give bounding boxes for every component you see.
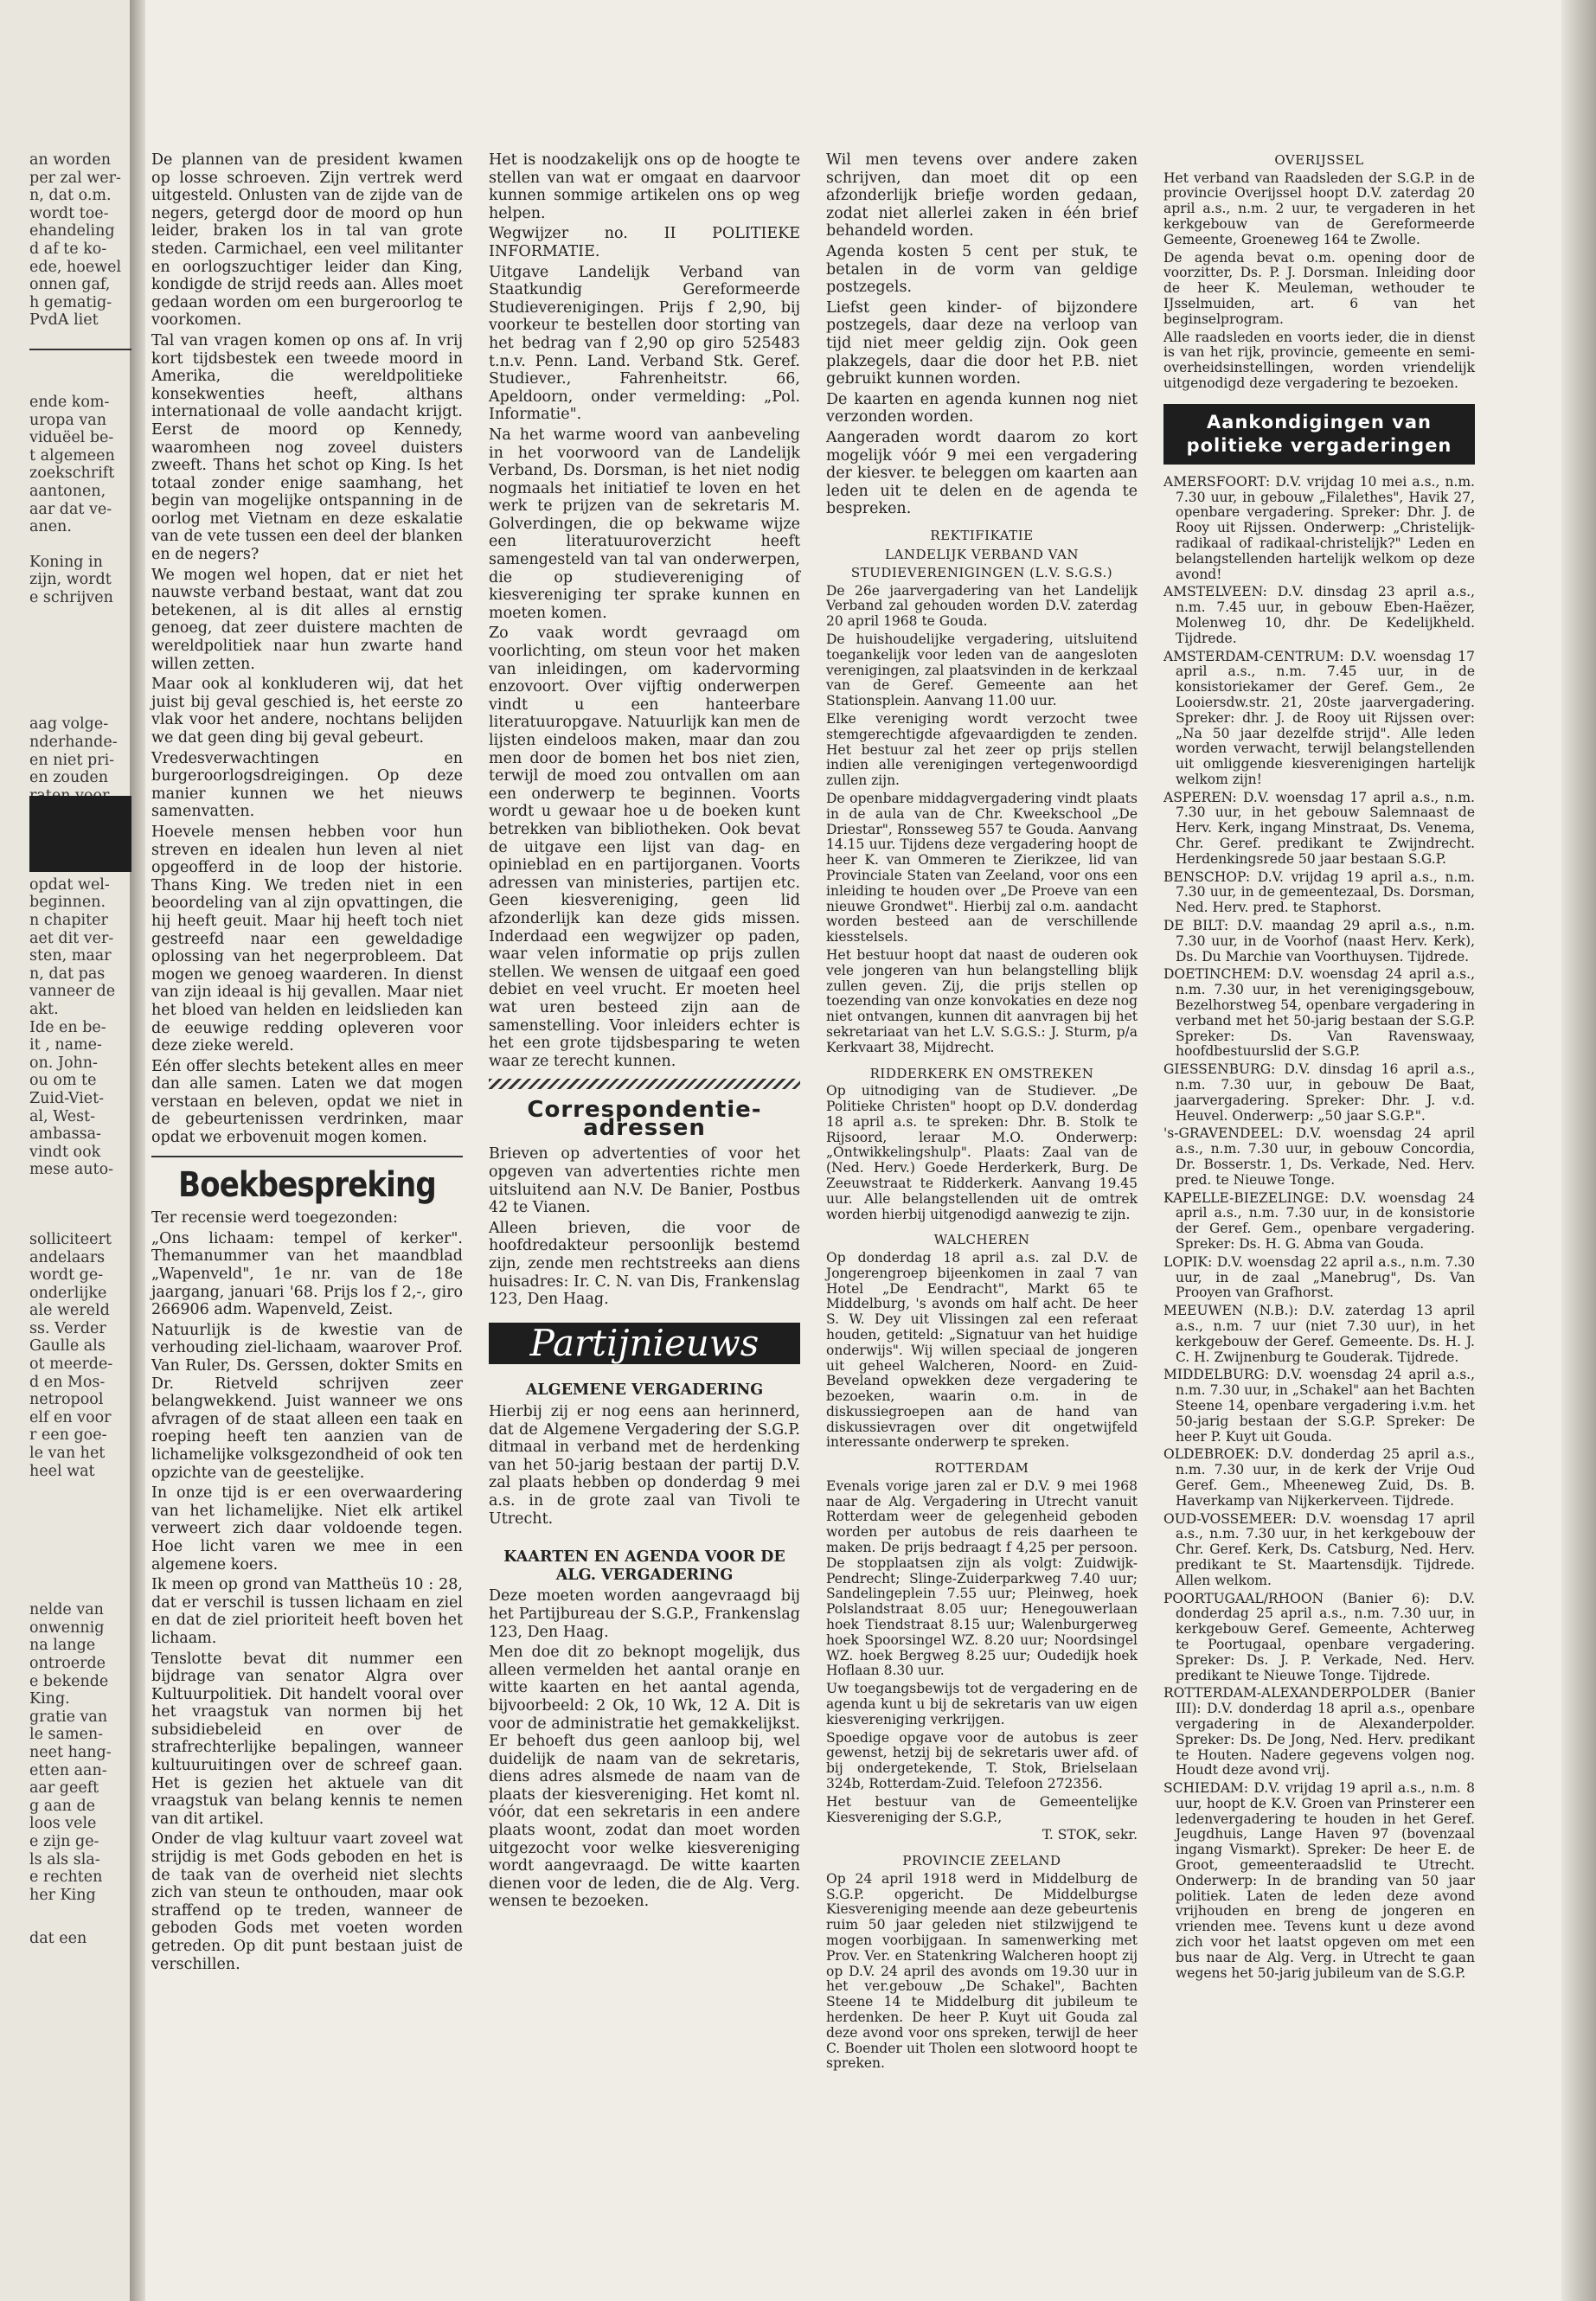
paragraph: Wil men tevens over andere zaken schrijven, dan moet dit op een afzonderlijk briefje worden gedaan, zodat niet allerlei zaken in één brief behandeld worden.: [826, 151, 1138, 240]
paragraph: De openbare middagvergadering vindt plaats in de aula van de Chr. Kweekschool „De Driestar", Ronsseweg 557 te Gouda. Aanvang 14.15 uur. Tijdens deze vergadering hoopt de heer K. van Ommeren te Zierikzee, lid van Provinciale Staten van Zeeland, voor ons een inleiding te houden over „De Proeve van een nieuwe Grondwet". Hierbij zal o.m. aandacht worden besteed aan de verschillende kiesstelsels.: [826, 791, 1138, 945]
fragment-line: mese auto-: [29, 1161, 114, 1179]
rektifikatie-heading: REKTIFIKATIE: [930, 527, 1034, 543]
walcheren-text: Op donderdag 18 april a.s. zal D.V. de Jongerengroep bijeenkomen in zaal 7 van Hotel „De Eendracht", Markt 65 te Middelburg, 's avonds om half acht. De heer S. W. Dey uit Vlissingen zal een referaat houden, getiteld: „Signatuur van het huidige onderwijs". Wij willen speciaal de jongeren uit geheel Walcheren, Noord- en Zuid-Beveland opwekken deze vergadering te bezoeken, waarin o.m. in de diskussiegroepen aan de hand van diskussievragen over dit ongetwijfeld interessante onderwerp te spreken.: [826, 1249, 1138, 1451]
fragment-line: andelaars: [29, 1248, 106, 1266]
zeeland-text: Op 24 april 1918 werd in Middelburg de S.G.P. opgericht. De Middelburgse Kiesvereniging meende aan deze gebeurtenis ruim 50 jaar geleden niet stilzwijgend te mogen voorbijgaan. In samenwerking met Prov. Ver. en Statenkring Walcheren hoopt zij op D.V. 24 april des avonds om 19.30 uur in het ver.gebouw „De Schakel", Bachten Steene 14 te Middelburg dit jubileum te herdenken. De heer P. Kuyt uit Gouda zal deze avond voor ons spreken, terwijl de heer C. Boender uit Tholen een slotwoord hoopt te spreken.: [826, 1870, 1138, 2072]
fragment-line: ende kom-: [29, 393, 110, 411]
fragment-line: aar dat ve-: [29, 500, 112, 518]
fragment-line: zijn, wordt: [29, 571, 112, 589]
paragraph: Deze moeten worden aangevraagd bij het Partijbureau der S.G.P., Frankenslag 123, Den Haag.: [489, 1587, 800, 1641]
fragment-line: PvdA liet: [29, 311, 99, 330]
meeting-entry: LOPIK: D.V. woensdag 22 april a.s., n.m. 7.30 uur, in de zaal „Manebrug", Ds. Van Prooyen van Grafhorst.: [1163, 1253, 1475, 1301]
paragraph: Het bestuur hoopt dat naast de ouderen ook vele jongeren van hun belangstelling blijk zullen geven. Zij, die prijs stellen op toezending van onze konvokaties en deze nog niet ontvangen, kunnen dit aanvragen bij het sekretariaat van het L.V. S.G.S.: J. Sturm, p/a Kerkvaart 38, Mijdrecht.: [826, 946, 1138, 1055]
fragment-line: ontroerde: [29, 1655, 106, 1672]
article-continuation: [151, 151, 463, 1147]
rotterdam-signature: T. STOK, sekr.: [1042, 1827, 1138, 1843]
fragment-line: en zouden: [29, 769, 109, 787]
paragraph: Het bestuur van de Gemeentelijke Kiesvereniging der S.G.P.,: [826, 1793, 1138, 1825]
fragment-top: [29, 151, 131, 330]
fragment-line: wordt ge-: [29, 1266, 104, 1285]
paragraph: De 26e jaarvergadering van het Landelijk Verband zal gehouden worden D.V. zaterdag 20 april 1968 te Gouda.: [826, 582, 1138, 630]
fragment-line: aantonen,: [29, 482, 106, 500]
meeting-entry: KAPELLE-BIEZELINGE: D.V. woensdag 24 april a.s., n.m. 7.30 uur, in de konsistorie der Geref. Gem., openbare vergadering. Spreker: Ds. H. G. Abma van Gouda.: [1163, 1189, 1475, 1252]
zeeland-heading: PROVINCIE ZEELAND: [902, 1853, 1061, 1869]
fragment-line: ot meerde-: [29, 1356, 113, 1374]
paragraph: Tenslotte bevat dit nummer een bijdrage van senator Algra over Kultuurpolitiek. Dit handelt vooral over het vraagstuk van normen bij het subsidiebeleid en over de strafrechterlijke bepalingen, wanneer kultuuruitingen over de schreef gaan. Het is gezien het aktuele van dit vraagstuk van belang kennis te nemen van dit artikel.: [151, 1650, 463, 1828]
wavy-divider: [489, 1079, 800, 1089]
meeting-entry: MEEUWEN (N.B.): D.V. zaterdag 13 april a.s., n.m. 7 uur (niet 7.30 uur), in het kerkgebouw der Geref. Gemeente. Ds. H. J. C. H. Zwijnenburg te Gouderak. Tijdrede.: [1163, 1303, 1475, 1365]
fragment-end: [29, 1930, 131, 1948]
banner-line-2: politieke vergaderingen: [1186, 434, 1452, 456]
paragraph: Onder de vlag kultuur vaart zoveel wat strijdig is met Gods geboden en het is de taak van de overheid niet slechts zich van steun te onthouden, maar ook straffend op te treden, wanneer de geboden Gods met voeten worden getreden. Op dit punt bestaan juist de verschillen.: [151, 1830, 463, 1973]
fragment-line: e rechten: [29, 1868, 103, 1887]
divider: [151, 1156, 463, 1157]
meeting-entry: POORTUGAAL/RHOON (Banier 6): D.V. donderdag 25 april a.s., n.m. 7.30 uur, in kerkgebouw Geref. Gemeente, Achterweg te Poortugaal, openbare vergadering. Spreker: Ds. J. P. Verkade, Ned. Herv. predikant te Nieuwe Tonge. Tijdrede.: [1163, 1590, 1475, 1683]
fragment-line: ambassa-: [29, 1125, 101, 1144]
paragraph: Eén offer slechts betekent alles en meer dan alle samen. Laten we dat mogen verstaan en beleven, opdat we niet in de gebeurtenissen verdrinken, maar opdat we erbovenuit mogen komen.: [151, 1057, 463, 1147]
fragment-line: e zijn ge-: [29, 1832, 99, 1850]
fragment-line: beginnen.: [29, 894, 106, 912]
paragraph: Vredesverwachtingen en burgeroorlogsdreigingen. Op deze manier kunnen we het nieuws samenvatten.: [151, 749, 463, 821]
meeting-entry: GIESSENBURG: D.V. dinsdag 16 april a.s., n.m. 7.30 uur, in gebouw De Baat, jaarvergadering. Spreker: Dhr. J. v.d. Heuvel. Onderwerp: „50 jaar S.G.P.".: [1163, 1061, 1475, 1124]
fragment-line: ou om te: [29, 1072, 97, 1090]
fragment-line: it , name-: [29, 1036, 102, 1054]
paragraph: Alleen brieven, die voor de hoofdredakteur persoonlijk bestemd zijn, zende men rechtstreeks aan diens huisadres: Ir. C. N. van Dis, Frankenslag 123, Den Haag.: [489, 1219, 800, 1309]
meeting-entry: BENSCHOP: D.V. vrijdag 19 april a.s., n.m. 7.30 uur, in de gemeentezaal, Ds. Dorsman, Ned. Herv. pred. te Staphorst.: [1163, 868, 1475, 916]
paragraph: Liefst geen kinder- of bijzondere postzegels, daar deze na verloop van tijd niet meer geldig zijn. Ook geen plakzegels, daar die door het P.B. niet gebruikt kunnen worden.: [826, 298, 1138, 388]
fragment-line: ss. Verder: [29, 1319, 106, 1337]
meeting-entry: AMSTELVEEN: D.V. dinsdag 23 april a.s., n.m. 7.45 uur, in gebouw Eben-Haëzer, Molenweg 10, dhr. De Kedelijkheld. Tijdrede.: [1163, 584, 1475, 646]
ridderkerk-heading: RIDDERKERK EN OMSTREKEN: [869, 1065, 1094, 1081]
fragment-line: Koning in: [29, 553, 103, 571]
paragraph: De agenda bevat o.m. opening door de voorzitter, Ds. P. J. Dorsman. Inleiding door de heer K. Meuleman, wethouder te IJsselmuiden, art. 6 van het beginselprogram.: [1163, 249, 1475, 327]
fragment-line: e bekende: [29, 1672, 109, 1690]
paragraph: Maar ook al konkluderen wij, dat het juist bij geval geschied is, het eerste zo vlak voor het andere, nochtans belijden we dat geen ding bij geval gebeurt.: [151, 676, 463, 747]
fragment-line: netropool: [29, 1391, 104, 1409]
meeting-entry: 's-GRAVENDEEL: D.V. woensdag 24 april a.s., n.m. 7.30 uur, in gebouw Concordia, Dr. Bosserstr. 1, Ds. Verkade, Ned. Herv. pred. te Nieuwe Tonge.: [1163, 1125, 1475, 1188]
fragment-line: na lange: [29, 1637, 96, 1655]
fragment-line: etten aan-: [29, 1761, 107, 1779]
fragment-bottom: [29, 1601, 131, 1904]
fragment-mid2: [29, 554, 131, 607]
lvsv-heading: LANDELIJK VERBAND VAN STUDIEVERENIGINGEN (L.V. S.G.S.): [850, 547, 1113, 581]
paragraph: Hoevele mensen hebben voor hun streven en idealen hun leven al niet opgeofferd in de loop der historie. Thans King. We treden niet in een beoordeling van al zijn opvattingen, die hij heeft geuit. Maar hij heeft toch niet gestreefd naar een geweldadige oplossing van het negerprobleem. Dat mogen we genoeg waarderen. In dienst van zijn ideaal is hij gevallen. Maar niet het bloed van helden en leidslieden kan de eeuwige redding opleveren voor deze zieke wereld.: [151, 823, 463, 1055]
fragment-line: n, dat pas: [29, 965, 106, 983]
fragment-line: d en Mos-: [29, 1373, 106, 1391]
fragment-line: g aan de: [29, 1797, 96, 1815]
meeting-entry: ASPEREN: D.V. woensdag 17 april a.s., n.m. 7.30 uur, in het gebouw Salemnaast de Herv. Kerk, ingang Minstraat, Ds. Venema, Chr. Geref. predikant te Zwijndrecht. Herdenkingsrede 50 jaar bestaan S.G.P.: [1163, 789, 1475, 867]
paragraph: Ter recensie werd toegezonden:: [151, 1209, 398, 1227]
fragment-line: anen.: [29, 518, 72, 536]
fragment-line: onnen gaf,: [29, 276, 111, 294]
meeting-entry: DOETINCHEM: D.V. woensdag 24 april a.s., n.m. 7.30 uur, in het verenigingsgebouw, Bezelhorstweg 54, openbare vergadering in verband met het 50-jarig bestaan der S.G.P. Spreker: Ds. Van Ravenswaay, hoofdbestuurslid der S.G.P.: [1163, 966, 1475, 1060]
fragment-lower2: [29, 1231, 131, 1480]
paragraph: Brieven op advertenties of voor het opgeven van advertenties richte men uitsluitend aan N.V. De Banier, Postbus 42 te Vianen.: [489, 1145, 800, 1217]
fragment-line: viduëel be-: [29, 429, 114, 447]
fragment-line: onderlijke: [29, 1284, 107, 1302]
paragraph: Tal van vragen komen op ons af. In vrij kort tijdsbestek een tweede moord in Amerika, die wereldpolitieke konsekwenties heeft, althans internationaal de volle aandacht krijgt. Eerst de moord op Kennedy, waaromheen nog zoveel duisters zweeft. Thans het schot op King. Is het totaal zonder enige saamhang, het begin van mogelijke ontspanning in de oorlog met Vietnam en deze eskalatie van de vete tussen een deel der blanken en de negers?: [151, 331, 463, 564]
kaarten-heading: KAARTEN EN AGENDA VOOR DE ALG. VERGADERING: [503, 1548, 785, 1584]
alg-vergadering-text: Hierbij zij er nog eens aan herinnerd, dat de Algemene Vergadering der S.G.P. ditmaal in verband met de herdenking van het 50-jarig bestaan der partij D.V. zal plaats hebben op donderdag 9 mei a.s. in de grote zaal van Tivoli te Utrecht.: [489, 1403, 800, 1528]
lvsv-body: [826, 584, 1138, 1056]
fragment-line: heel wat: [29, 1462, 95, 1480]
partijnieuws-heading: Partijnieuws: [489, 1323, 800, 1365]
fragment-line: opdat wel-: [29, 875, 110, 894]
fragment-line: nelde van: [29, 1601, 104, 1619]
fragment-line: vanneer de: [29, 983, 116, 1001]
paragraph: Evenals vorige jaren zal er D.V. 9 mei 1968 naar de Alg. Vergadering in Utrecht vanuit Rotterdam weer de gelegenheid geboden worden per autobus de reis daarheen te maken. De prijs bedraagt f 4,25 per persoon. De stopplaatsen zijn als volgt: Zuidwijk-Pendrecht; Slinge-Zuiderparkweg 7.40 uur; Sandelingeplein 7.55 uur; Pleinweg, hoek Polslandstraat 8.05 uur; Henegouwerlaan hoek Tiendstraat 8.15 uur; Walenburgerweg hoek Spoorsingel WZ. 8.20 uur; Noordsingel WZ. hoek Bergweg 8.25 uur; Oudedijk hoek Hoflaan 8.30 uur.: [826, 1477, 1138, 1679]
paragraph: Het verband van Raadsleden der S.G.P. in de provincie Overijssel hoopt D.V. zaterdag 20 april a.s., n.m. 2 uur, te vergaderen in het kerkgebouw van de Gereformeerde Gemeente, Groeneweg 164 te Zwolle.: [1163, 170, 1475, 247]
fragment-line: akt.: [29, 1000, 59, 1018]
fragment-line: aet dit ver-: [29, 929, 114, 947]
column-3: [826, 151, 1138, 2074]
fragment-line: t algemeen: [29, 446, 115, 465]
boekbespreking-heading: Boekbespreking: [178, 1164, 436, 1205]
wegwijzer-review: [489, 151, 800, 1070]
fragment-line: sten, maar: [29, 947, 112, 965]
fragment-line: uropa van: [29, 411, 106, 429]
meeting-entry: DE BILT: D.V. maandag 29 april a.s., n.m. 7.30 uur, in de Voorhof (naast Herv. Kerk), Ds. Du Marchie van Voorthuysen. Tijdrede.: [1163, 918, 1475, 965]
paragraph: Ik meen op grond van Mattheüs 10 : 28, dat er verschil is tussen lichaam en ziel en dat de ziel prioriteit heeft boven het lichaam.: [151, 1576, 463, 1647]
paragraph: Natuurlijk is de kwestie van de verhouding ziel-lichaam, waarover Prof. Van Ruler, Ds. Gerssen, dokter Smits en Dr. Rietveld schrijven zeer belangwekkend. Juist wanneer we ons afvragen of de staat alleen een taak en roeping heeft ten aanzien van de lichamelijke volksgezondheid of ook ten opzichte van de geestelijke.: [151, 1321, 463, 1482]
fragment-line: ehandeling: [29, 222, 115, 240]
paragraph: We mogen wel hopen, dat er niet het nauwste verband bestaat, want dat zou betekenen, al is dit alles al ernstig genoeg, dat zeer duistere machten de wereldpolitiek naar hun zwarte hand willen zetten.: [151, 566, 463, 673]
paragraph: Agenda kosten 5 cent per stuk, te betalen in de vorm van geldige postzegels.: [826, 242, 1138, 297]
fragment-line: n chapiter: [29, 912, 108, 929]
meeting-entry: MIDDELBURG: D.V. woensdag 24 april a.s., n.m. 7.30 uur, in „Schakel" aan het Bachten Steene 14, openbare vergadering i.v.m. het 50-jarig bestaan der S.G.P. Spreker: De heer P. Kuyt uit Gouda.: [1163, 1367, 1475, 1445]
fragment-line: d af te ko-: [29, 240, 107, 258]
paragraph: Zo vaak wordt gevraagd om voorlichting, om steun voor het maken van inleidingen, om kadervorming enzovoort. Over vijftig onderwerpen vindt u een hanteerbare literatuuropgave. Natuurlijk kan men de lijsten eindeloos maken, maar dan zou men door de bomen het bos niet zien, terwijl de moed zou ontvallen om aan een onderwerp te beginnen. Voorts wordt u gewaar hoe u de boeken kunt betrekken van bibliotheken. Ook bevat de uitgave een lijst van dag- en opinieblad en en partijorganen. Voorts adressen van ministeries, partijen etc. Geen kiesvereniging, geen lid afzonderlijk kan deze gids missen. Inderdaad een wegwijzer op paden, waar velen informatie op prijs zullen stellen. We wensen de uitgaaf een goed debiet en veel vrucht. Er moeten heel wat uren besteed zijn aan de samenstelling. Voor inleiders echter is het een grote tijdsbesparing te weten waar ze terecht kunnen.: [489, 625, 800, 1070]
meeting-entry: SCHIEDAM: D.V. vrijdag 19 april a.s., n.m. 8 uur, hoopt de K.V. Groen van Prinsterer een ledenvergadering te houden in het Geref. Jeugdhuis, Lange Haven 97 (bovenzaal ingang Vismarkt). Spreker: De heer E. de Groot, gemeenteraadslid te Utrecht. Onderwerp: In de branding van 50 jaar politiek. Laten de leden deze avond vrijhouden en breng de jongeren en vrienden mee. Tevens kunt u deze avond zich voor het laatst opgeven om met een bus naar de Alg. Verg. in Utrecht te gaan wegens het 50-jarig jubileum van de S.G.P.: [1163, 1780, 1475, 1981]
rotterdam-body: [826, 1479, 1138, 1826]
fragment-line: n, dat o.m.: [29, 187, 112, 205]
fragment-line: vindt ook: [29, 1143, 101, 1161]
fragment-line: r een goe-: [29, 1426, 107, 1445]
fragment-line: le van het: [29, 1445, 106, 1463]
paragraph: „Ons lichaam: tempel of kerker". Themanummer van het maandblad „Wapenveld", 1e nr. van de 18e jaargang, januari '68. Prijs los f 2,-, giro 266906 adm. Wapenveld, Zeist.: [151, 1229, 463, 1319]
overijssel-heading: OVERIJSSEL: [1274, 152, 1364, 168]
black-image-block: [29, 796, 131, 872]
fragment-line: solliciteert: [29, 1230, 112, 1248]
fragment-line: aag volge-: [29, 715, 109, 734]
fragment-line: h gematig-: [29, 293, 112, 311]
paragraph: Men doe dit zo beknopt mogelijk, dus alleen vermelden het aantal oranje en witte kaarten en het aantal agenda, bijvoorbeeld: 2 Ok, 10 Wk, 12 A. Dit is voor de administratie het gemakkelijkst. Er behoeft dus geen aanloop bij, wel duidelijk de naam van de sekretaris, diens adres alsmede de naam van de plaats der kiesvereniging. Het komt nl. vóór, dat een sekretaris in een andere plaats woont, zodat dan moet worden uitgezocht voor welke kiesvereniging wordt aangevraagd. De witte kaarten dienen voor de leden, die de Alg. Verg. wensen te bezoeken.: [489, 1644, 800, 1911]
fragment-line: Gaulle als: [29, 1337, 106, 1356]
banner-line-1: Aankondigingen van: [1207, 411, 1432, 433]
book-review-body: [151, 1209, 463, 1973]
column-4: [1163, 151, 1475, 1984]
meeting-entry: ROTTERDAM-ALEXANDERPOLDER (Banier III): D.V. donderdag 18 april a.s., openbare vergadering in de Alexanderpolder. Spreker: Ds. De Jong, Ned. Herv. predikant te Houten. Nadere gegevens volgen nog. Houdt deze avond vrij.: [1163, 1685, 1475, 1779]
meeting-entry: AMERSFOORT: D.V. vrijdag 10 mei a.s., n.m. 7.30 uur, in gebouw „Filalethes", Havik 27, openbare vergadering. Spreker: Dhr. J. de Rooy uit Rijssen. Onderwerp: „Christelijk-radikaal of radikaal-christelijk?" Leden en belangstellenden hartelijk welkom op deze avond!: [1163, 473, 1475, 582]
meeting-entry: AMSTERDAM-CENTRUM: D.V. woensdag 17 april a.s., n.m. 7.45 uur, in de konsistoriekamer der Geref. Gem., 2e Looiersdw.str. 21, 20ste jaarvergadering. Spreker: dhr. J. de Rooy uit Rijssen over: „Na 50 jaar dezelfde strijd". Alle leden worden verwacht, terwijl belangstellenden uit omliggende kiesverenigingen hartelijk welkom zijn!: [1163, 648, 1475, 787]
rotterdam-heading: ROTTERDAM: [934, 1460, 1029, 1477]
correspondence-body: [489, 1145, 800, 1308]
paragraph: Uitgave Landelijk Verband van Staatkundig Gereformeerde Studieverenigingen. Prijs f 2,90, bij voorkeur te bestellen door storting van het bedrag van f 2,90 op giro 525483 t.n.v. Penn. Land. Verband Stk. Geref. Studiever., Fahrenheitstr. 66, Apeldoorn, onder vermelding: „Pol. Informatie".: [489, 263, 800, 424]
fragment-line: wordt toe-: [29, 204, 109, 222]
paragraph: Aangeraden wordt daarom zo kort mogelijk vóór 9 mei een vergadering der kiesver. te beleggen om kaarten aan leden uit te delen en de agenda te bespreken.: [826, 428, 1138, 518]
fragment-line: ede, hoewel: [29, 258, 122, 276]
fragment-line: nderhande-: [29, 734, 118, 752]
left-fragment-column: [29, 151, 131, 1948]
meeting-entry: OLDEBROEK: D.V. donderdag 25 april a.s., n.m. 7.30 uur, in de kerk der Vrije Oud Geref. Gem., Mheeneweg Zuid, Ds. B. Haverkamp van Nijkerkerveen. Tijdrede.: [1163, 1446, 1475, 1509]
walcheren-heading: WALCHEREN: [933, 1232, 1030, 1248]
fragment-line: neet hang-: [29, 1743, 112, 1761]
fragment-line: ls als sla-: [29, 1850, 100, 1868]
fragment-line: loos vele: [29, 1815, 97, 1833]
paragraph: Wegwijzer no. II POLITIEKE INFORMATIE.: [489, 225, 800, 260]
paragraph: De plannen van de president kwamen op losse schroeven. Zijn vertrek werd uitgesteld. Onlusten van de zijde van de negers, getergd door de moord op hun leider, braken los in tal van grote steden. Carmichael, een veel militanter en oorlogszuchtiger leider dan King, kondigde de strijd reeds aan. Alles moet gedaan worden om een burgeroorlog te voorkomen.: [151, 151, 463, 330]
fragment-line: le samen-: [29, 1726, 104, 1744]
page-fold-shadow: [130, 0, 145, 2301]
fragment-line: al, West-: [29, 1107, 95, 1125]
fragment-line: e schrijven: [29, 588, 113, 606]
paragraph: Spoedige opgave voor de autobus is zeer gewenst, hetzij bij de sekretaris uwer afd. of bij ondergetekende, T. Stok, Brielselaan 324b, Rotterdam-Zuid. Telefoon 272356.: [826, 1729, 1138, 1792]
fragment-line: Zuid-Viet-: [29, 1089, 105, 1107]
paragraph: Elke vereniging wordt verzocht twee stemgerechtigde afgevaardigden te zenden. Het bestuur zal het zeer op prijs stellen indien alle verenigingen vertegenwoordigd zullen zijn.: [826, 711, 1138, 789]
aankondigingen-banner: [1163, 404, 1475, 465]
fragment-line: gratie van: [29, 1708, 108, 1726]
kaarten-body: [489, 1587, 800, 1911]
alg-vergadering-heading: ALGEMENE VERGADERING: [525, 1381, 764, 1400]
correspondentie-heading: Correspondentie-adressen: [527, 1097, 762, 1141]
fragment-line: King.: [29, 1690, 70, 1708]
fragment-line: onwennig: [29, 1618, 105, 1637]
column-1: [151, 151, 463, 1976]
fragment-line: ale wereld: [29, 1302, 110, 1320]
paragraph: De kaarten en agenda kunnen nog niet verzonden worden.: [826, 390, 1138, 426]
paragraph: Uw toegangsbewijs tot de vergadering en de agenda kunt u bij de sekretaris van uw eigen kiesvereniging verkrijgen.: [826, 1681, 1138, 1727]
fragment-lower: [29, 715, 131, 1178]
fragment-line: her King: [29, 1886, 96, 1904]
fragment-line: Ide en be-: [29, 1018, 106, 1036]
paragraph: Alle raadsleden en voorts ieder, die in dienst is van het rijk, provincie, gemeente en semi-overheidsinstellingen, worden vriendelijk uitgenodigd deze vergadering te bezoeken.: [1163, 329, 1475, 391]
right-edge-shade: [1561, 0, 1596, 2301]
paragraph: In onze tijd is er een overwaardering van het lichamelijke. Niet elk artikel verweert zich daar voldoende tegen. Hoe licht varen we mee in een algemene koers.: [151, 1484, 463, 1574]
fragment-mid: [29, 394, 131, 536]
paragraph: De huishoudelijke vergadering, uitsluitend toegankelijk voor leden van de aangesloten verenigingen, zal plaatsvinden in de kerkzaal van de Geref. Gemeente aan het Stationsplein. Aanvang 11.00 uur.: [826, 631, 1138, 709]
fragment-line: an worden: [29, 151, 111, 169]
fragment-line: en niet pri-: [29, 751, 115, 769]
fragment-line: aar geeft: [29, 1779, 99, 1798]
fragment-line: elf en voor: [29, 1408, 112, 1426]
fragment-line: dat een: [29, 1930, 87, 1948]
overijssel-body: [1163, 171, 1475, 392]
paragraph: Het is noodzakelijk ons op de hoogte te stellen van wat er omgaat en daarvoor kunnen sommige artikelen ons op weg helpen.: [489, 151, 800, 222]
agenda-info: [826, 151, 1138, 518]
fragment-line: on. John-: [29, 1054, 98, 1072]
column-2: [489, 151, 800, 1913]
meeting-entry: OUD-VOSSEMEER: D.V. woensdag 17 april a.s., n.m. 7.30 uur, in het kerkgebouw der Chr. Geref. Kerk, Ds. Catsburg, Ned. Herv. predikant te St. Maartensdijk. Tijdrede. Allen welkom.: [1163, 1510, 1475, 1588]
fragment-line: zoekschrift: [29, 465, 115, 483]
ridderkerk-text: Op uitnodiging van de Studiever. „De Politieke Christen" hoopt op D.V. donderdag 18 april a.s. te spreken: Dhr. B. Stolk te Rijsoord, leraar M.O. Onderwerp: „Ontwikkelingshulp". Plaats: Zaal van de (Ned. Herv.) Goede Herderkerk, Burg. De Zeeuwstraat te Ridderkerk. Aanvang 19.45 uur. Alle belangstellenden uit de omtrek worden hierbij uitgenodigd aanwezig te zijn.: [826, 1083, 1138, 1222]
fragment-line: per zal wer-: [29, 169, 121, 187]
paragraph: Na het warme woord van aanbeveling in het voorwoord van de Landelijk Verband, Ds. Dorsman, is het niet nodig nogmaals het initiatief te loven en het werk te prijzen van de sekretaris M. Golverdingen, die op bekwame wijze een literatuuroverzicht heeft samengesteld van tal van onderwerpen, die op studievereniging of kiesvereniging ter sprake kunnen en moeten komen.: [489, 426, 800, 622]
divider: [29, 349, 131, 350]
meeting-announcements: [1163, 475, 1475, 1982]
